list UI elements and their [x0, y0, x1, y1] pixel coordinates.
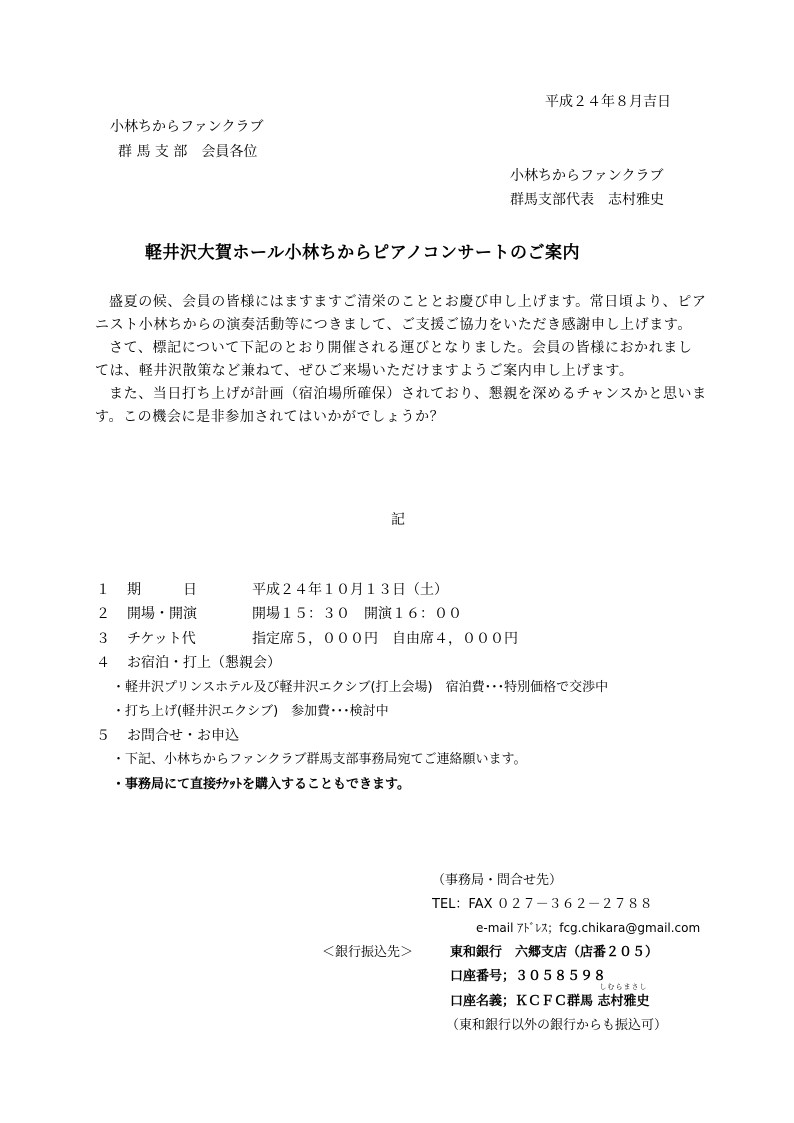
- bank-label: ＜銀行振込先＞: [322, 945, 414, 960]
- account-name-label: 口座名義；ＫＣＦＣ群馬: [450, 994, 598, 1009]
- account-holder-ruby: しむらまさし: [599, 983, 648, 991]
- body-paragraph-1: 盛夏の候、会員の皆様にはますますご清栄のこととお慶び申し上げます。常日頃より、ピアニスト小林ちからの演奏活動等につきまして、ご支援ご協力をいただき感謝申し上げます。: [95, 294, 707, 333]
- document-title: 軽井沢大賀ホール小林ちからピアノコンサートのご案内: [145, 243, 580, 263]
- bank-note: （東和銀行以外の銀行からも振込可）: [446, 1018, 668, 1033]
- account-number: 口座番号；３０５８５９８: [450, 969, 607, 984]
- item-1-value: 平成２４年１０月１３日（土）: [252, 582, 448, 598]
- sender-line-2: 群馬支部代表 志村雅史: [510, 192, 664, 208]
- account-holder: [597, 983, 650, 1012]
- item-4-number: ４: [96, 655, 110, 671]
- body-text: [95, 291, 707, 429]
- account-holder-name: 志村雅史: [597, 994, 650, 1009]
- body-paragraph-3: また、当日打ち上げが計画（宿泊場所確保）されており、懇親を深めるチャンスかと思います。この機会に是非参加されてはいかがでしょうか？: [95, 386, 707, 425]
- item-5-number: ５: [96, 728, 110, 744]
- item-4-label: お宿泊・打上（懇親会）: [127, 655, 281, 671]
- item-5-sub-2: ・事務局にて直接ﾁｹｯﾄを購入することもできます。: [112, 777, 410, 792]
- item-4-sub-1: ・軽井沢プリンスホテル及び軽井沢エクシブ(打上会場) 宿泊費･･･特別価格で交渉中: [112, 680, 609, 695]
- item-3-label: チケット代: [127, 631, 196, 647]
- bank-name: 東和銀行 六郷支店（店番２０５）: [450, 945, 659, 960]
- ki-heading: 記: [391, 512, 405, 528]
- item-3-number: ３: [96, 631, 110, 647]
- item-1-label: 期 日: [127, 582, 197, 598]
- body-paragraph-2: さて、標記について下記のとおり開催される運びとなりました。会員の皆様におかれましては、軽井沢散策など兼ねて、ぜひご来場いただけますようご案内申し上げます。: [95, 340, 693, 379]
- item-2-label: 開場・開演: [127, 606, 197, 622]
- recipient-line-1: 小林ちからファンクラブ: [110, 119, 264, 135]
- account-name: [450, 983, 650, 1012]
- item-4-sub-2: ・打ち上げ(軽井沢エクシブ) 参加費･･･検討中: [112, 704, 389, 719]
- contact-heading: （事務局・問合せ先）: [432, 873, 563, 888]
- item-2-number: ２: [96, 606, 110, 622]
- recipient-line-2: 群 馬 支 部 会員各位: [118, 144, 258, 160]
- contact-email: e-mail ｱﾄﾞﾚｽ；fcg.chikara@gmail.com: [476, 921, 701, 935]
- item-1-number: １: [96, 582, 110, 598]
- item-5-sub-1: ・下記、小林ちからファンクラブ群馬支部事務局宛てご連絡願います。: [112, 752, 527, 767]
- document-date: 平成２４年８月吉日: [545, 94, 671, 110]
- sender-line-1: 小林ちからファンクラブ: [510, 168, 664, 184]
- contact-tel-fax: TEL：FAX ０２７－３６２－２７８８: [432, 897, 653, 912]
- item-5-label: お問合せ・お申込: [127, 728, 239, 744]
- item-3-value: 指定席５，０００円 自由席４，０００円: [252, 631, 518, 647]
- item-2-value: 開場１５：３０ 開演１６：００: [252, 606, 462, 622]
